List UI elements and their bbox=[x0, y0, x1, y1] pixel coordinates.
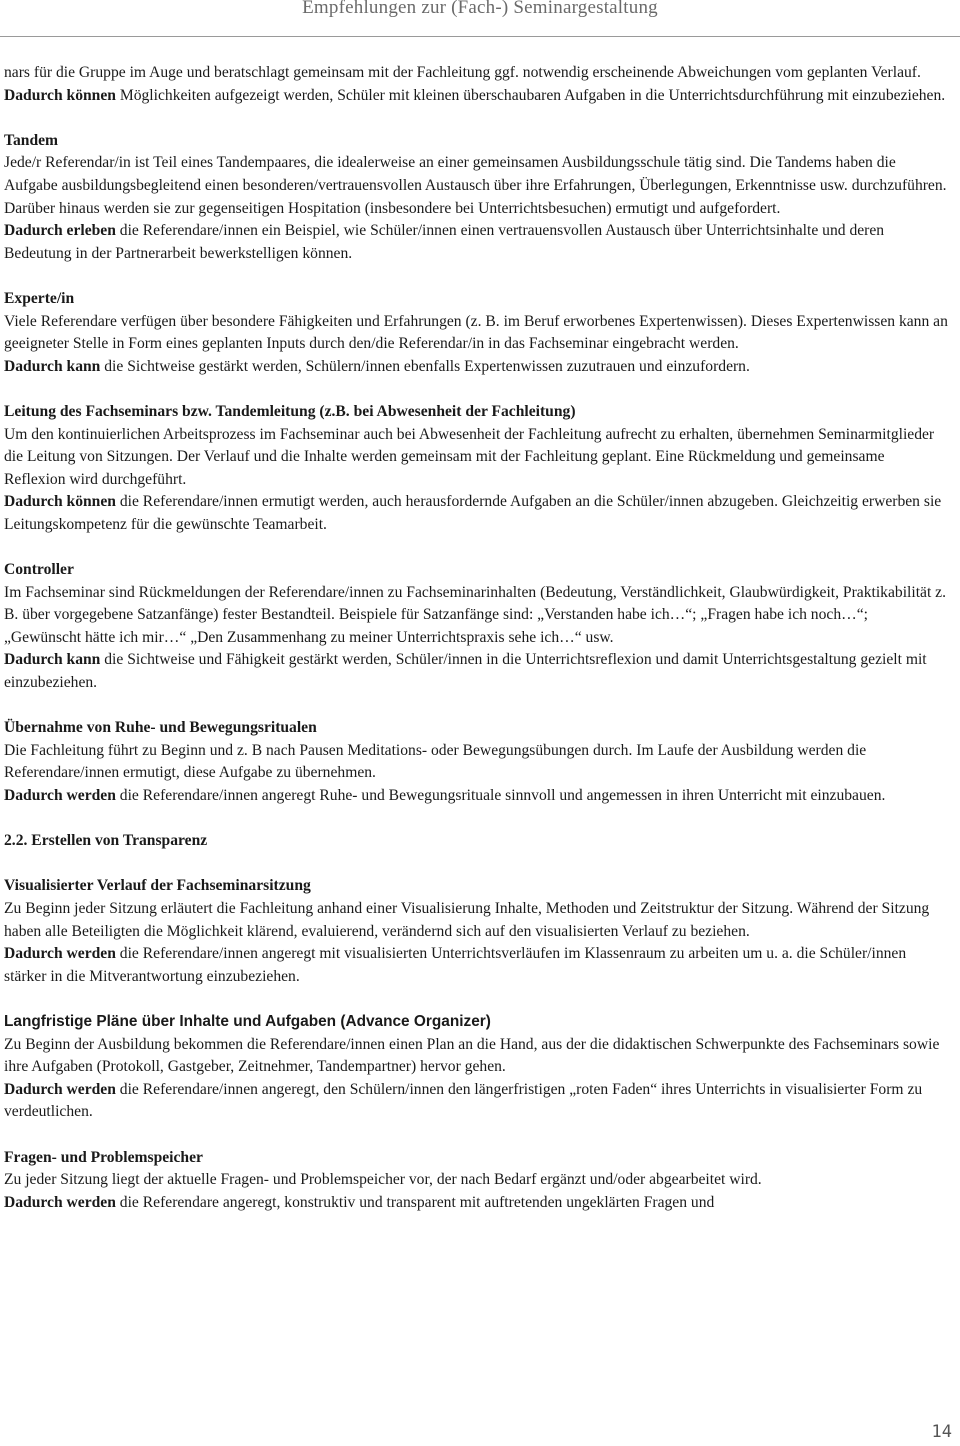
paragraph-lead: Dadurch werden bbox=[4, 1193, 116, 1211]
paragraph-lead: Dadurch werden bbox=[4, 945, 116, 963]
paragraph bbox=[4, 898, 948, 943]
paragraph-text: Um den kontinuierlichen Arbeitsprozess im Fachseminar auch bei Abwesenheit der Fachleitung aufrecht zu erhalten, übernehmen Seminarmitglieder die Leitung von Sitzungen. Der Verlauf und die Inhalte werden gemeinsam mit der Fachleitung geplant. Eine Rückmeldung und gemeinsame Reflexion wird durchgeführt. bbox=[4, 425, 935, 488]
paragraph-text: die Referendare/innen angeregt mit visualisierten Unterrichtsverläufen im Klassenraum zu arbeiten um u. a. die Schüler/innen stärker in die Mitverantwortung einzubeziehen. bbox=[4, 945, 907, 985]
section-transparenz bbox=[4, 830, 948, 853]
paragraph bbox=[4, 491, 948, 536]
paragraph-lead: Dadurch werden bbox=[4, 787, 116, 804]
paragraph bbox=[4, 943, 948, 988]
paragraph bbox=[4, 1034, 948, 1079]
section-leitung bbox=[4, 401, 948, 537]
paragraph bbox=[4, 785, 948, 808]
paragraph-text: Jede/r Referendar/in ist Teil eines Tandempaares, die idealerweise an einer gemeinsamen Ausbildungsschule tätig sind. Die Tandems haben die Aufgabe ausbildungsbegleitend einen besonderen/vertrauensvollen Austausch über ihre Erfahrungen, Überlegungen, Erkenntnisse usw. durchzuführen. Darüber hinaus werden sie zur gegenseitigen Hospitation (insbesondere bei Unterrichtsbesuchen) ermutigt und aufgefordert. bbox=[4, 154, 947, 217]
paragraph-text: die Sichtweise gestärkt werden, Schülern/innen ebenfalls Expertenwissen zuzutrauen und einzufordern. bbox=[100, 357, 750, 375]
paragraph-text: Möglichkeiten aufgezeigt werden, Schüler mit kleinen überschaubaren Aufgaben in die Unterrichtsdurchführung mit einzubeziehen. bbox=[115, 86, 946, 104]
paragraph-text: Zu Beginn jeder Sitzung erläutert die Fachleitung anhand einer Visualisierung Inhalte, Methoden und Zeitstruktur der Sitzung. Während der Sitzung haben alle Beteiligten die Möglichkeit klärend, evaluierend, verändernd sich auf den visualisierten Verlauf zu beziehen. bbox=[4, 899, 930, 940]
paragraph-lead: Dadurch erleben bbox=[4, 222, 116, 240]
paragraph bbox=[4, 1192, 948, 1215]
section-heading: Übernahme von Ruhe- und Bewegungsritualen bbox=[4, 719, 317, 737]
page-number: 14 bbox=[931, 1422, 952, 1442]
paragraph-text: nars für die Gruppe im Auge und beratschlagt gemeinsam mit der Fachleitung ggf. notwendig erscheinende Abweichungen vom geplanten Verlauf. bbox=[4, 64, 921, 81]
section-continuation bbox=[4, 62, 948, 107]
paragraph bbox=[4, 649, 948, 694]
paragraph bbox=[4, 152, 948, 220]
paragraph bbox=[4, 1079, 948, 1124]
section-rituale bbox=[4, 717, 948, 807]
paragraph-lead: Dadurch kann bbox=[4, 357, 101, 375]
paragraph-text: die Sichtweise und Fähigkeit gestärkt werden, Schüler/innen in die Unterrichtsreflexion und damit Unterrichtsgestaltung gezielt mit einzubeziehen. bbox=[4, 651, 927, 692]
page-header bbox=[0, 0, 960, 37]
paragraph bbox=[4, 220, 948, 265]
section-heading: Tandem bbox=[4, 131, 59, 149]
paragraph-lead: Dadurch kann bbox=[4, 651, 101, 669]
paragraph-text: die Referendare/innen angeregt Ruhe- und Bewegungsrituale sinnvoll und angemessen in ihren Unterricht mit einzubauen. bbox=[115, 787, 886, 804]
section-experte bbox=[4, 288, 948, 378]
paragraph-text: Zu Beginn der Ausbildung bekommen die Referendare/innen einen Plan an die Hand, aus der die didaktischen Schwerpunkte des Fachseminars sowie ihre Aufgaben (Protokoll, Gastgeber, Zeitnehmer, Tandempartner) hervor gehen. bbox=[4, 1035, 940, 1076]
section-problemspeicher bbox=[4, 1147, 948, 1215]
paragraph-text: die Referendare angeregt, konstruktiv und transparent mit auftretenden ungeklärten Fragen und bbox=[115, 1193, 715, 1211]
section-controller bbox=[4, 559, 948, 695]
page-header-title: Empfehlungen zur (Fach-) Seminargestaltung bbox=[302, 0, 658, 18]
paragraph-text: Zu jeder Sitzung liegt der aktuelle Fragen- und Problemspeicher vor, der nach Bedarf ergänzt und/oder abgearbeitet wird. bbox=[4, 1171, 762, 1189]
section-heading: Experte/in bbox=[4, 289, 75, 307]
paragraph-lead: Dadurch werden bbox=[4, 1080, 116, 1098]
paragraph-lead: Dadurch können bbox=[4, 493, 116, 511]
paragraph bbox=[4, 62, 948, 85]
section-tandem bbox=[4, 130, 948, 266]
section-heading: Visualisierter Verlauf der Fachseminarsitzung bbox=[4, 877, 311, 895]
paragraph bbox=[4, 356, 948, 379]
paragraph bbox=[4, 424, 948, 492]
paragraph-text: Im Fachseminar sind Rückmeldungen der Referendare/innen zu Fachseminarinhalten (Bedeutung, Verständlichkeit, Glaubwürdigkeit, Praktikabilität z. B. über vorgegebene Satzanfänge) fester Bestandteil. Beispiele für Satzanfänge sind: „Verstanden habe ich…“; „Fragen habe ich noch…“; „Gewünscht hätte ich mir…“ „Den Zusammenhang zu meiner Unterrichtspraxis sehe ich…“ usw. bbox=[4, 583, 946, 646]
paragraph bbox=[4, 740, 948, 785]
section-heading: Leitung des Fachseminars bzw. Tandemleitung (z.B. bei Abwesenheit der Fachleitung) bbox=[4, 402, 576, 420]
paragraph bbox=[4, 1169, 948, 1192]
document-body bbox=[4, 62, 948, 1214]
paragraph bbox=[4, 582, 948, 650]
paragraph-text: Die Fachleitung führt zu Beginn und z. B nach Pausen Meditations- oder Bewegungsübungen durch. Im Laufe der Ausbildung werden die Referendare/innen ermutigt, diese Aufgabe zu übernehmen. bbox=[4, 741, 867, 782]
section-visualisierter-verlauf bbox=[4, 875, 948, 988]
paragraph bbox=[4, 311, 948, 356]
section-heading: Langfristige Pläne über Inhalte und Aufgaben (Advance Organizer) bbox=[4, 1012, 491, 1030]
section-advance-organizer bbox=[4, 1011, 948, 1124]
paragraph-text: Viele Referendare verfügen über besondere Fähigkeiten und Erfahrungen (z. B. im Beruf erworbenes Expertenwissen). Dieses Expertenwissen kann an geeigneter Stelle in Form eines geplanten Inputs durch den/die Referendar/in in das Fachseminar eingebracht werden. bbox=[4, 312, 948, 353]
paragraph bbox=[4, 85, 948, 108]
paragraph-text: die Referendare/innen angeregt, den Schülern/innen den längerfristigen „roten Faden“ ihres Unterrichts in visualisierter Form zu verdeutlichen. bbox=[4, 1080, 923, 1121]
paragraph-text: die Referendare/innen ermutigt werden, auch herausfordernde Aufgaben an die Schüler/innen abzugeben. Gleichzeitig erwerben sie Leitungskompetenz für die gewünschte Teamarbeit. bbox=[4, 493, 942, 533]
paragraph-text: die Referendare/innen ein Beispiel, wie Schüler/innen einen vertrauensvollen Austausch über Unterrichtsinhalte und deren Bedeutung in der Partnerarbeit bewerkstelligen können. bbox=[4, 222, 885, 262]
section-heading: Controller bbox=[4, 561, 74, 579]
paragraph-lead: Dadurch können bbox=[4, 86, 116, 104]
section-heading: Fragen- und Problemspeicher bbox=[4, 1148, 203, 1166]
chapter-heading: 2.2. Erstellen von Transparenz bbox=[4, 832, 208, 850]
